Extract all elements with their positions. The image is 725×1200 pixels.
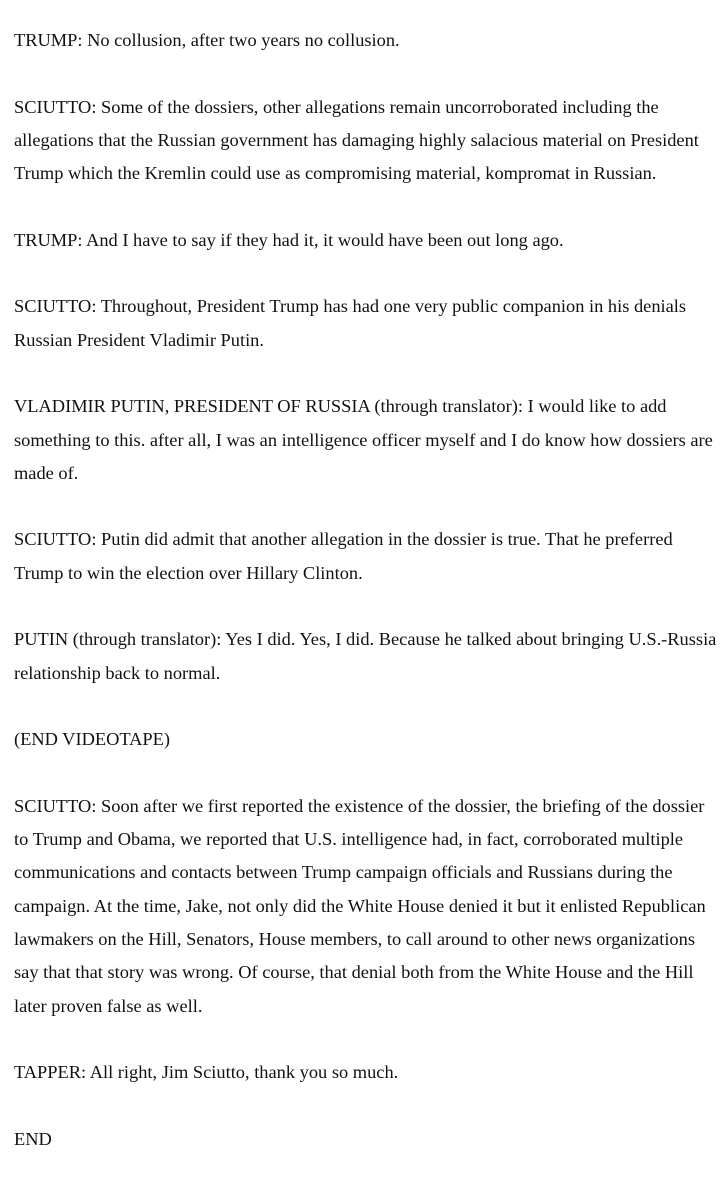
paragraph-sciutto-companion: SCIUTTO: Throughout, President Trump has had one very public companion in his denials Russian President Vladimir Putin. bbox=[14, 296, 687, 350]
transcript-document bbox=[14, 24, 720, 1156]
paragraph-sciutto-putin-admit: SCIUTTO: Putin did admit that another allegation in the dossier is true. That he preferred Trump to win the election over Hillary Clinton. bbox=[14, 529, 673, 583]
paragraph-tapper-thanks: TAPPER: All right, Jim Sciutto, thank you so much. bbox=[14, 1062, 399, 1083]
paragraph-putin-intelligence-officer: VLADIMIR PUTIN, PRESIDENT OF RUSSIA (through translator): I would like to add something to this. after all, I was an intelligence officer myself and I do know how dossiers are made of. bbox=[14, 396, 713, 483]
paragraph-putin-yes-i-did: PUTIN (through translator): Yes I did. Yes, I did. Because he talked about bringing U.S.-Russia relationship back to normal. bbox=[14, 629, 717, 683]
paragraph-sciutto-reported: SCIUTTO: Soon after we first reported the existence of the dossier, the briefing of the dossier to Trump and Obama, we reported that U.S. intelligence had, in fact, corroborated multiple communications and contacts between Trump campaign officials and Russians during the campaign. At the time, Jake, not only did the White House denied it but it enlisted Republican lawmakers on the Hill, Senators, House members, to call around to other news organizations say that that story was wrong. Of course, that denial both from the White House and the Hill later proven false as well. bbox=[14, 795, 706, 1016]
paragraph-trump-out-long-ago: TRUMP: And I have to say if they had it, it would have been out long ago. bbox=[14, 229, 564, 250]
paragraph-trump-no-collusion: TRUMP: No collusion, after two years no collusion. bbox=[14, 30, 400, 50]
paragraph-end: END bbox=[14, 1128, 52, 1149]
paragraph-end-videotape: (END VIDEOTAPE) bbox=[14, 729, 171, 750]
paragraph-sciutto-dossiers: SCIUTTO: Some of the dossiers, other allegations remain uncorroborated including the allegations that the Russian government has damaging highly salacious material on President Trump which the Kremlin could use as compromising material, kompromat in Russian. bbox=[14, 96, 699, 184]
